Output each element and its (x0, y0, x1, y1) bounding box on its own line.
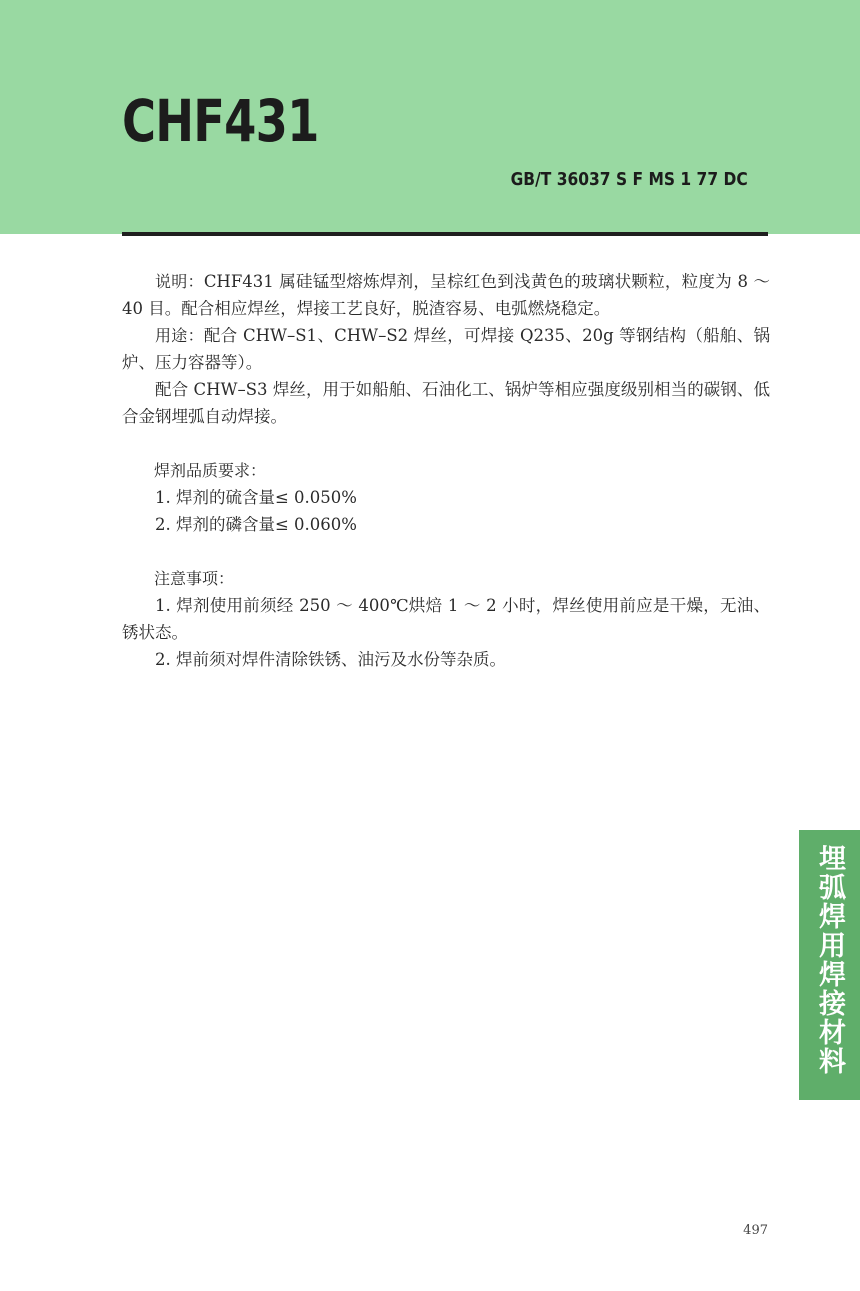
header-band (0, 0, 860, 234)
description-text: CHF431 属硅锰型熔炼焊剂，呈棕红色到浅黄色的玻璃状颗粒，粒度为 8 ～ 40 目。配合相应焊丝，焊接工艺良好，脱渣容易、电弧燃烧稳定。 (122, 272, 770, 318)
product-title: CHF431 (122, 87, 319, 155)
notes-item: 2. 焊前须对焊件清除铁锈、油污及水份等杂质。 (155, 650, 506, 669)
quality-item: 2. 焊剂的磷含量≤ 0.060% (155, 515, 357, 534)
notes-heading: 注意事项： (154, 569, 235, 588)
description-label: 说明： (155, 272, 204, 291)
page-number: 497 (743, 1223, 768, 1238)
usage-paragraph (122, 322, 770, 376)
quality-item: 1. 焊剂的硫含量≤ 0.050% (155, 488, 357, 507)
main-content (122, 268, 770, 673)
description-paragraph (122, 268, 770, 322)
quality-heading: 焊剂品质要求： (154, 461, 267, 480)
standard-code: GB/T 36037 S F MS 1 77 DC (510, 169, 748, 190)
usage-text: 配合 CHW–S1、CHW–S2 焊丝，可焊接 Q235、20g 等钢结构（船舶、锅炉、压力容器等）。 (122, 326, 770, 372)
notes-item: 1. 焊剂使用前须经 250 ～ 400℃烘焙 1 ～ 2 小时，焊丝使用前应是干燥，无油、锈状态。 (122, 596, 770, 642)
section-side-tab (799, 830, 860, 1100)
header-divider (122, 232, 768, 236)
spacer (122, 538, 770, 565)
spacer (122, 430, 770, 457)
usage-extra-paragraph: 配合 CHW–S3 焊丝，用于如船舶、石油化工、锅炉等相应强度级别相当的碳钢、低合金钢埋弧自动焊接。 (122, 380, 770, 426)
usage-label: 用途： (155, 326, 204, 345)
side-tab-label: 埋弧焊用焊接材料 (814, 844, 845, 1076)
